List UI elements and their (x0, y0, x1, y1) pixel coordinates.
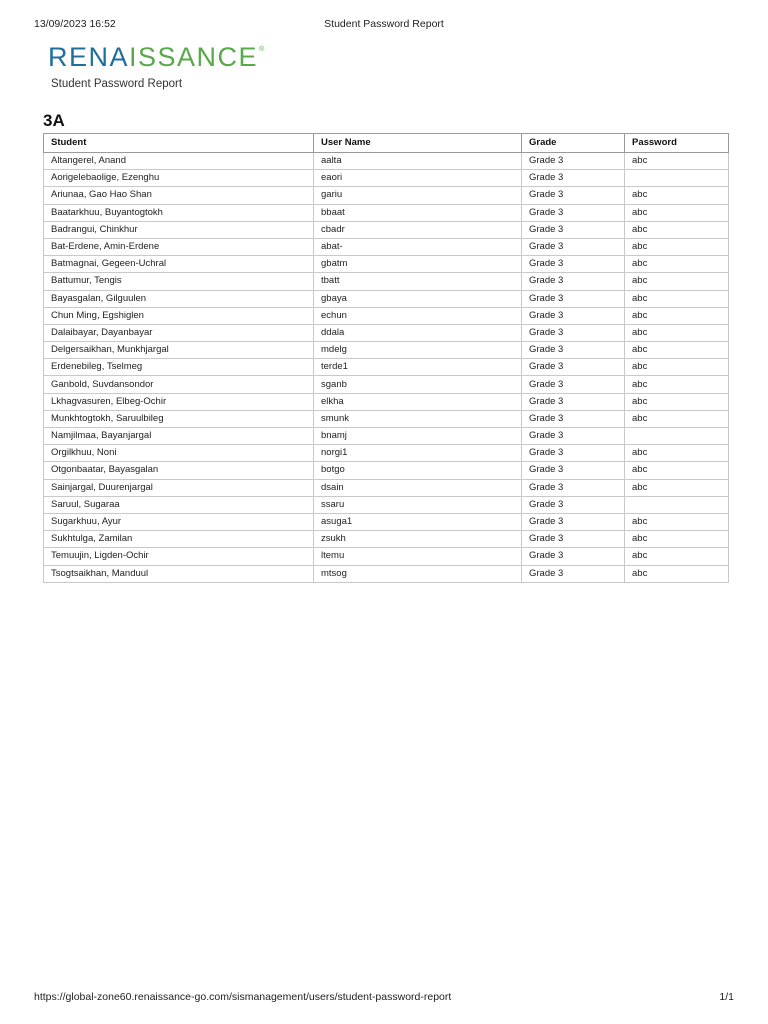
cell-grade: Grade 3 (522, 342, 625, 359)
cell-password: abc (625, 307, 729, 324)
table-row (44, 187, 729, 204)
cell-user-name: gariu (314, 187, 522, 204)
cell-student: Chun Ming, Egshiglen (44, 307, 314, 324)
cell-user-name: gbaya (314, 290, 522, 307)
table-row (44, 531, 729, 548)
cell-student: Batmagnai, Gegeen-Uchral (44, 256, 314, 273)
cell-grade: Grade 3 (522, 359, 625, 376)
cell-student: Munkhtogtokh, Saruulbileg (44, 410, 314, 427)
cell-student: Lkhagvasuren, Elbeg-Ochir (44, 393, 314, 410)
cell-user-name: echun (314, 307, 522, 324)
cell-password: abc (625, 565, 729, 582)
table-row (44, 565, 729, 582)
table-row (44, 445, 729, 462)
cell-student: Ganbold, Suvdansondor (44, 376, 314, 393)
cell-student: Ariunaa, Gao Hao Shan (44, 187, 314, 204)
print-header (34, 18, 734, 32)
cell-user-name: bnamj (314, 428, 522, 445)
cell-grade: Grade 3 (522, 221, 625, 238)
cell-password: abc (625, 256, 729, 273)
cell-student: Altangerel, Anand (44, 153, 314, 170)
cell-user-name: tbatt (314, 273, 522, 290)
cell-user-name: aalta (314, 153, 522, 170)
cell-password: abc (625, 393, 729, 410)
cell-student: Namjilmaa, Bayanjargal (44, 428, 314, 445)
cell-password: abc (625, 153, 729, 170)
cell-student: Otgonbaatar, Bayasgalan (44, 462, 314, 479)
cell-password: abc (625, 479, 729, 496)
cell-grade: Grade 3 (522, 204, 625, 221)
table-row (44, 324, 729, 341)
table-row (44, 204, 729, 221)
cell-student: Orgilkhuu, Noni (44, 445, 314, 462)
cell-student: Sugarkhuu, Ayur (44, 513, 314, 530)
table-row (44, 479, 729, 496)
cell-grade: Grade 3 (522, 428, 625, 445)
print-footer (34, 991, 734, 1005)
cell-grade: Grade 3 (522, 290, 625, 307)
cell-grade: Grade 3 (522, 376, 625, 393)
table-row (44, 496, 729, 513)
cell-user-name: sganb (314, 376, 522, 393)
logo-wordmark: RENAISSANCE (48, 42, 259, 72)
cell-student: Sukhtulga, Zamilan (44, 531, 314, 548)
column-header-student: Student (44, 134, 314, 153)
table-row (44, 428, 729, 445)
column-header-grade: Grade (522, 134, 625, 153)
cell-user-name: mtsog (314, 565, 522, 582)
cell-password: abc (625, 324, 729, 341)
cell-user-name: mdelg (314, 342, 522, 359)
cell-user-name: abat- (314, 238, 522, 255)
cell-user-name: ddala (314, 324, 522, 341)
cell-password: abc (625, 462, 729, 479)
table-row (44, 376, 729, 393)
table-row (44, 273, 729, 290)
cell-user-name: norgi1 (314, 445, 522, 462)
cell-student: Badrangui, Chinkhur (44, 221, 314, 238)
cell-password: abc (625, 221, 729, 238)
cell-student: Saruul, Sugaraa (44, 496, 314, 513)
table-row (44, 170, 729, 187)
column-header-user-name: User Name (314, 134, 522, 153)
cell-password: abc (625, 187, 729, 204)
cell-student: Tsogtsaikhan, Manduul (44, 565, 314, 582)
print-timestamp: 13/09/2023 16:52 (34, 18, 116, 30)
cell-student: Sainjargal, Duurenjargal (44, 479, 314, 496)
table-row (44, 290, 729, 307)
table-row (44, 342, 729, 359)
student-rows (44, 153, 729, 583)
cell-password: abc (625, 204, 729, 221)
cell-student: Dalaibayar, Dayanbayar (44, 324, 314, 341)
table-row (44, 393, 729, 410)
cell-grade: Grade 3 (522, 307, 625, 324)
table-row (44, 548, 729, 565)
cell-user-name: ltemu (314, 548, 522, 565)
cell-user-name: ssaru (314, 496, 522, 513)
cell-student: Bayasgalan, Gilguulen (44, 290, 314, 307)
table-row (44, 410, 729, 427)
cell-grade: Grade 3 (522, 531, 625, 548)
cell-grade: Grade 3 (522, 324, 625, 341)
cell-grade: Grade 3 (522, 548, 625, 565)
cell-grade: Grade 3 (522, 565, 625, 582)
logo-registered-mark: ® (259, 46, 266, 53)
cell-password: abc (625, 548, 729, 565)
cell-password: abc (625, 238, 729, 255)
cell-student: Aorigelebaolige, Ezenghu (44, 170, 314, 187)
cell-password: abc (625, 410, 729, 427)
cell-student: Erdenebileg, Tselmeg (44, 359, 314, 376)
cell-grade: Grade 3 (522, 393, 625, 410)
print-document-title: Student Password Report (324, 18, 444, 30)
table-row (44, 359, 729, 376)
cell-user-name: dsain (314, 479, 522, 496)
cell-grade: Grade 3 (522, 513, 625, 530)
cell-grade: Grade 3 (522, 187, 625, 204)
cell-password (625, 170, 729, 187)
cell-grade: Grade 3 (522, 256, 625, 273)
cell-password (625, 496, 729, 513)
cell-user-name: eaori (314, 170, 522, 187)
cell-password: abc (625, 273, 729, 290)
table-row (44, 238, 729, 255)
cell-password: abc (625, 513, 729, 530)
cell-password (625, 428, 729, 445)
page-number: 1/1 (719, 991, 734, 1003)
cell-password: abc (625, 359, 729, 376)
cell-student: Baatarkhuu, Buyantogtokh (44, 204, 314, 221)
cell-grade: Grade 3 (522, 410, 625, 427)
cell-user-name: gbatm (314, 256, 522, 273)
cell-grade: Grade 3 (522, 496, 625, 513)
cell-user-name: zsukh (314, 531, 522, 548)
table-row (44, 307, 729, 324)
student-password-table (43, 133, 729, 583)
cell-grade: Grade 3 (522, 170, 625, 187)
cell-grade: Grade 3 (522, 273, 625, 290)
cell-password: abc (625, 445, 729, 462)
cell-password: abc (625, 531, 729, 548)
cell-user-name: cbadr (314, 221, 522, 238)
cell-grade: Grade 3 (522, 479, 625, 496)
cell-grade: Grade 3 (522, 462, 625, 479)
cell-student: Temuujin, Ligden-Ochir (44, 548, 314, 565)
cell-user-name: terde1 (314, 359, 522, 376)
table-row (44, 221, 729, 238)
table-row (44, 256, 729, 273)
cell-grade: Grade 3 (522, 445, 625, 462)
cell-password: abc (625, 342, 729, 359)
cell-password: abc (625, 290, 729, 307)
class-heading: 3A (43, 111, 65, 130)
cell-student: Bat-Erdene, Amin-Erdene (44, 238, 314, 255)
cell-grade: Grade 3 (522, 153, 625, 170)
cell-user-name: smunk (314, 410, 522, 427)
page-url: https://global-zone60.renaissance-go.com/sismanagement/users/student-password-report (34, 991, 452, 1003)
cell-student: Battumur, Tengis (44, 273, 314, 290)
cell-student: Delgersaikhan, Munkhjargal (44, 342, 314, 359)
cell-grade: Grade 3 (522, 238, 625, 255)
cell-user-name: botgo (314, 462, 522, 479)
cell-password: abc (625, 376, 729, 393)
cell-user-name: asuga1 (314, 513, 522, 530)
cell-user-name: bbaat (314, 204, 522, 221)
column-header-password: Password (625, 134, 729, 153)
table-header-row (44, 134, 729, 153)
report-subtitle: Student Password Report (51, 78, 183, 90)
renaissance-logo (48, 44, 266, 71)
table-row (44, 462, 729, 479)
cell-user-name: elkha (314, 393, 522, 410)
table-row (44, 153, 729, 170)
table-row (44, 513, 729, 530)
